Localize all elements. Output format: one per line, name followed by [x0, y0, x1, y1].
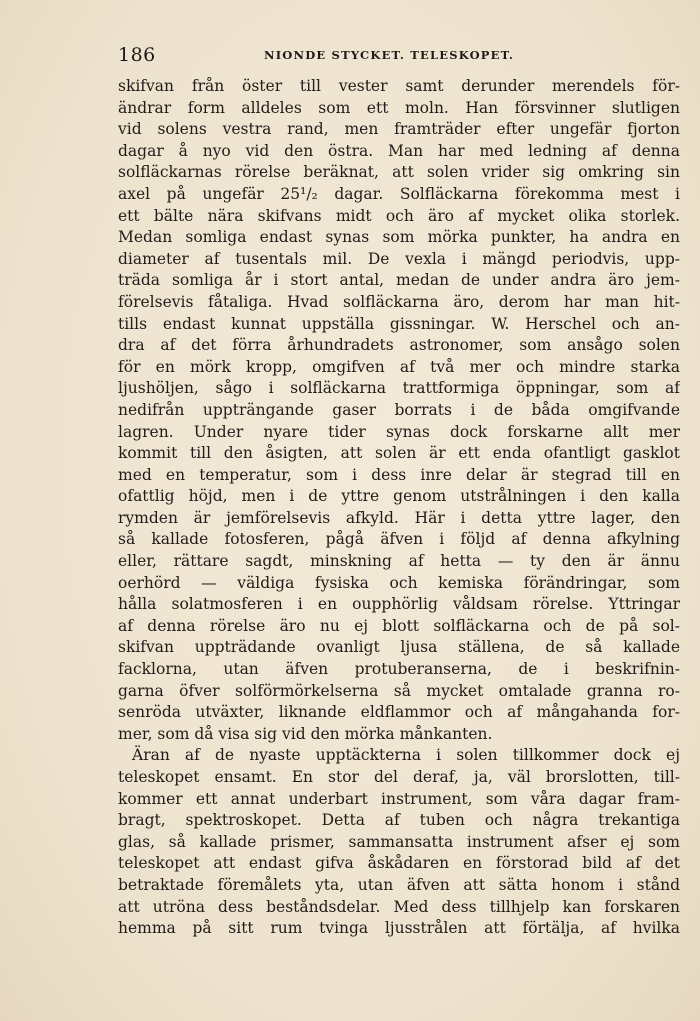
text-line: rymden är jemförelsevis afkyld. Här i detta yttre lager, den — [118, 508, 680, 527]
text-line: förelsevis fåtaliga. Hvad solfläckarna äro, derom har man hit- — [118, 292, 680, 311]
text-line: solfläckarnas rörelse beräknat, att solen vrider sig omkring sin — [118, 163, 680, 182]
text-line: senröda utväxter, liknande eldflammor och af mångahanda for- — [118, 703, 680, 722]
text-line: diameter af tusentals mil. De vexla i mängd periodvis, upp- — [118, 249, 680, 268]
text-line: kommit till den åsigten, att solen är ett enda ofantligt gasklot — [118, 444, 680, 463]
text-line: dra af det förra århundradets astronomer, som ansågo solen — [118, 336, 680, 355]
text-line: betraktade föremålets yta, utan äfven att sätta honom i stånd — [118, 875, 680, 894]
text-line: glas, så kallade prismer, sammansatta instrument afser ej som — [118, 832, 680, 851]
running-head: NIONDE STYCKET. TELESKOPET. — [264, 48, 515, 62]
text-line: träda somliga år i stort antal, medan de under andra äro jem- — [118, 271, 680, 290]
text-line: facklorna, utan äfven protuberanserna, de i beskrifnin- — [118, 660, 680, 679]
text-line: ett bälte nära skifvans midt och äro af mycket olika storlek. — [118, 206, 680, 225]
text-line: hålla solatmosferen i en oupphörlig våldsam rörelse. Yttringar — [118, 595, 680, 614]
text-line: skifvan från öster till vester samt derunder merendels för- — [118, 77, 680, 95]
text-line: mer, som då visa sig vid den mörka månkanten. — [118, 724, 493, 743]
text-line: bragt, spektroskopet. Detta af tuben och några trekantiga — [118, 811, 680, 830]
text-line: ljushöljen, sågo i solfläckarna trattformiga öppningar, som af — [118, 379, 680, 398]
text-line: ofattlig höjd, men i de yttre genom utstrålningen i den kalla — [118, 487, 680, 506]
text-line: hemma på sitt rum tvinga ljusstrålen att förtälja, af hvilka — [118, 919, 680, 938]
text-line: så kallade fotosferen, pågå äfven i följd af denna afkylning — [118, 530, 680, 549]
body-text — [118, 76, 680, 940]
text-line: tills endast kunnat uppställa gissningar. W. Herschel och an- — [118, 314, 680, 333]
text-line: eller, rättare sagdt, minskning af hetta — ty den är ännu — [118, 552, 680, 571]
text-line: skifvan uppträdande ovanligt ljusa ställena, de så kallade — [118, 638, 680, 657]
text-line: Medan somliga endast synas som mörka punkter, ha andra en — [118, 228, 680, 247]
text-line: Äran af de nyaste upptäckterna i solen tillkommer dock ej — [132, 746, 680, 765]
text-line: nedifrån uppträngande gaser borrats i de båda omgifvande — [118, 400, 680, 419]
text-line: garna öfver solförmörkelserna så mycket omtalade granna ro- — [118, 681, 680, 700]
text-line: teleskopet ensamt. En stor del deraf, ja, väl brorslotten, till- — [118, 768, 680, 786]
text-line: ändrar form alldeles som ett moln. Han försvinner slutligen — [118, 98, 680, 117]
text-line: oerhörd — väldiga fysiska och kemiska förändringar, som — [118, 573, 680, 592]
page-number: 186 — [118, 44, 156, 66]
text-line: af denna rörelse äro nu ej blott solfläckarna och de på sol- — [118, 616, 680, 635]
page-header — [118, 44, 680, 68]
text-line: för en mörk kropp, omgifven af två mer och mindre starka — [118, 357, 680, 376]
text-line: vid solens vestra rand, men framträder efter ungefär fjorton — [118, 120, 680, 139]
text-line: teleskopet att endast gifva åskådaren en förstorad bild af det — [118, 854, 680, 873]
text-line: dagar å nyo vid den östra. Man har med ledning af denna — [118, 141, 680, 160]
text-line: axel på ungefär 25¹/₂ dagar. Solfläckarna förekomma mest i — [118, 184, 680, 203]
text-line: kommer ett annat underbart instrument, som våra dagar fram- — [118, 789, 680, 808]
text-line: lagren. Under nyare tider synas dock forskarne allt mer — [118, 422, 680, 441]
text-line: att utröna dess beståndsdelar. Med dess tillhjelp kan forskaren — [118, 897, 680, 916]
text-line: med en temperatur, som i dess inre delar är stegrad till en — [118, 465, 680, 484]
